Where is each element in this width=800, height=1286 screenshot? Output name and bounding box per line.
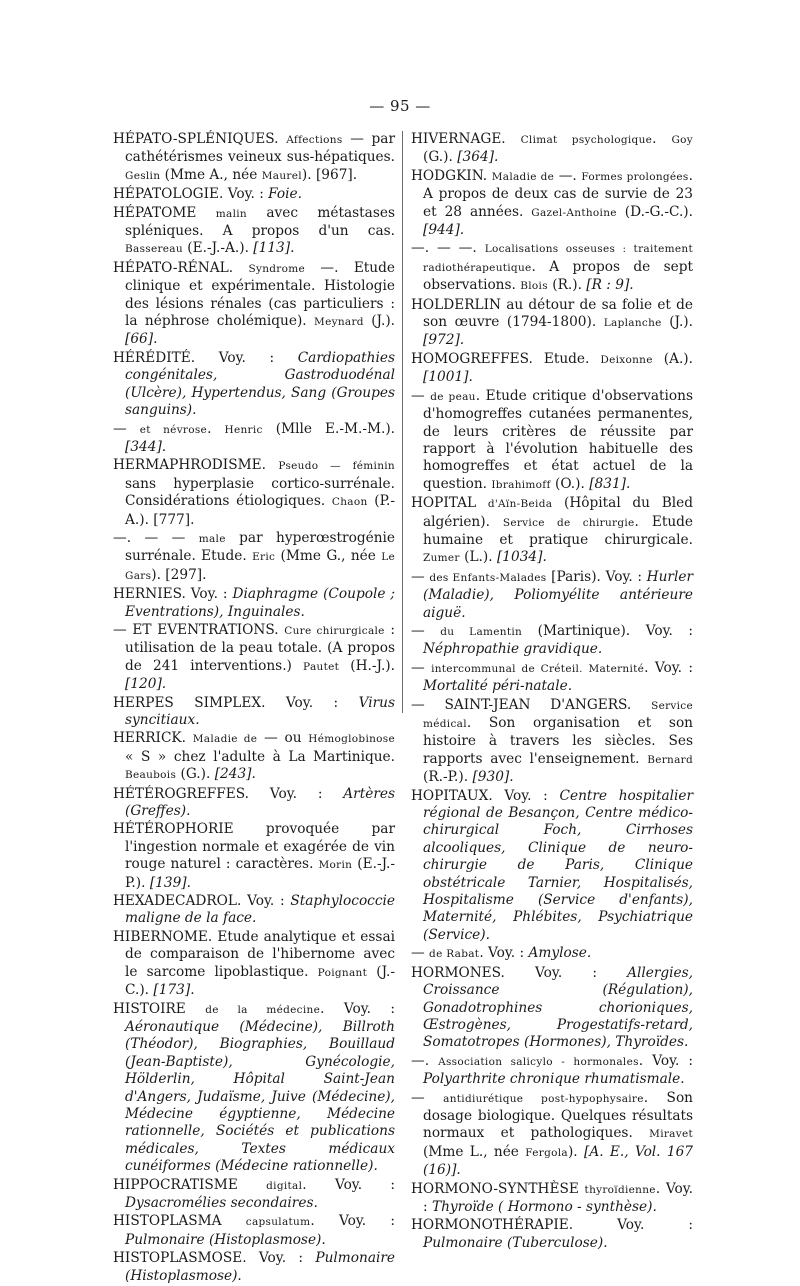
- entry-text: HÉPATO-RÉNAL.: [113, 259, 249, 276]
- entry-reference: [243].: [214, 766, 256, 783]
- entry-smallcaps: Service de chirurgie: [502, 516, 635, 529]
- index-entry: [113, 730, 395, 784]
- entry-text: (E.-J.-P.).: [125, 856, 395, 891]
- entry-text: (P.-A.). [777].: [125, 493, 396, 528]
- entry-reference: [R : 9].: [586, 277, 634, 294]
- entry-reference: Diaphragme (Coupole ; Eventrations), Inguinales.: [125, 586, 395, 620]
- entry-text: HODGKIN.: [411, 167, 492, 184]
- index-entry: [411, 297, 693, 350]
- entry-smallcaps: male: [198, 532, 226, 545]
- entry-text: HÉTÉROPHORIE provoquée par l'ingestion normale et exagérée de vin rouge naturel : caractères.: [113, 821, 395, 873]
- entry-text: HISTOIRE: [113, 1000, 206, 1017]
- entry-reference: Pulmonaire (Histoplasmose).: [125, 1231, 326, 1248]
- entry-smallcaps: capsulatum: [245, 1216, 311, 1229]
- entry-text: —. — —.: [411, 240, 485, 257]
- entry-reference: [A. E., Vol. 167 (16)].: [423, 1143, 693, 1179]
- index-entry: [411, 623, 693, 659]
- entry-reference: [120].: [125, 676, 167, 693]
- entry-text: HISTOPLASMA: [113, 1213, 246, 1230]
- entry-text: HÉPATOLOGIE. Voy. :: [113, 186, 269, 203]
- entry-smallcaps: Maladie de: [491, 170, 555, 183]
- entry-text: —: [411, 568, 430, 585]
- entry-text: (Mme L., née: [423, 1143, 526, 1160]
- entry-smallcaps: Cure chirurgicale: [284, 624, 385, 637]
- entry-reference: [113].: [253, 240, 295, 257]
- entry-smallcaps: Henric: [224, 423, 263, 436]
- entry-smallcaps: d'Aïn-Beida: [487, 498, 553, 511]
- entry-smallcaps: Hémoglobinose: [308, 733, 395, 746]
- entry-text: (Hôpital du Bled algérien).: [423, 495, 693, 530]
- entry-smallcaps: Pautet: [303, 660, 340, 673]
- entry-text: HIVERNAGE.: [411, 131, 521, 147]
- entry-reference: Mortalité péri-natale.: [423, 678, 573, 695]
- entry-text: HERRICK.: [113, 730, 193, 747]
- entry-text: avec métastases spléniques. A propos d'un cas.: [125, 204, 395, 240]
- entry-reference: Allergies, Croissance (Régulation), Gonadotrophines chorioniques, Œstrogènes, Progestatifs-retard, Somatotropes (Hormones), Thyroïdes.: [423, 964, 693, 1051]
- entry-smallcaps: Deixonne: [600, 353, 653, 366]
- entry-smallcaps: Miravet: [649, 1128, 693, 1141]
- entry-text: .: [652, 131, 672, 147]
- index-entry: [113, 205, 395, 259]
- entry-smallcaps: Fergola: [525, 1146, 568, 1159]
- entry-text: ).: [567, 1143, 584, 1160]
- entry-smallcaps: Gazel-Anthoine: [531, 206, 617, 219]
- entry-smallcaps: Syndrome: [248, 262, 306, 275]
- entry-smallcaps: Ibrahimoff: [491, 478, 551, 491]
- entry-text: —: [113, 420, 140, 437]
- entry-text: —. Etude clinique et expérimentale. Histologie des lésions rénales (cas particuliers : la néphrose cholémique).: [125, 259, 395, 330]
- index-entry: [411, 945, 693, 963]
- entry-text: —. — —: [113, 529, 199, 546]
- entry-text: (J.-C.).: [125, 963, 396, 999]
- entry-smallcaps: Poignant: [317, 966, 368, 979]
- index-entry: [113, 1001, 395, 1176]
- entry-text: HERPES SIMPLEX. Voy. :: [113, 694, 359, 711]
- entry-reference: Hurler (Maladie), Poliomyélite antérieure aiguë.: [423, 568, 693, 621]
- entry-text: [Paris). Voy. :: [546, 568, 647, 585]
- entry-text: . Voy. :: [644, 659, 693, 676]
- entry-reference: Centre hospitalier régional de Besançon, Centre médico-chirurgical Foch, Cirrhoses alcooliques, Clinique de neuro-chirurgie de Paris, Clinique obstétricale Tarnier, Hospitalisés, Hospitalisme (Service d'enfants), Maternité, Phlébites, Psychiatrique (Service).: [423, 787, 694, 943]
- index-entry: [113, 260, 395, 349]
- index-entry: [411, 495, 693, 568]
- entry-smallcaps: Meynard: [314, 316, 364, 329]
- entry-text: HISTOPLASMOSE. Voy. :: [113, 1250, 316, 1267]
- entry-smallcaps: Bassereau: [125, 243, 183, 256]
- entry-reference: Cardiopathies congénitales, Gastroduodénal (Ulcère), Hypertendus, Sang (Groupes sanguins).: [125, 349, 395, 419]
- entry-text: HORMONOTHÉRAPIE. Voy. :: [411, 1217, 693, 1234]
- entry-reference: [344].: [125, 438, 167, 455]
- entry-reference: Staphylococcie maligne de la face.: [125, 893, 395, 927]
- entry-text: — par cathétérismes veineux sus-hépatiques.: [125, 131, 396, 166]
- index-entry: [113, 350, 395, 420]
- index-entry: [113, 1177, 395, 1213]
- entry-text: HORMONES. Voy. :: [411, 964, 628, 981]
- entry-reference: [139].: [149, 874, 191, 891]
- entry-text: (L.).: [459, 549, 497, 566]
- index-entry: [113, 586, 395, 621]
- entry-smallcaps: Service médical: [423, 699, 693, 730]
- entry-smallcaps: et névrose: [139, 423, 208, 436]
- entry-reference: Aéronautique (Médecine), Billroth (Théodor), Biographies, Bouillaud (Jean-Baptiste), Gynécologie, Hölderlin, Hôpital Saint-Jean d'Angers, Judaïsme, Juive (Médecine), Médecine égyptienne, Médecine rationnelle, Sociétés et publications médicales, Textes médicaux cunéiformes (Médecine rationnelle).: [125, 1018, 395, 1175]
- entry-text: (J.).: [661, 314, 693, 331]
- entry-text: HEXADECADROL. Voy. :: [113, 893, 291, 910]
- entry-text: (G.).: [176, 766, 215, 783]
- entry-text: —: [411, 945, 430, 962]
- entry-text: . Voy. :: [638, 1052, 694, 1069]
- entry-reference: Pulmonaire (Histoplasmose).: [125, 1250, 395, 1284]
- entry-text: . Son organisation et son histoire à travers les siècles. Ses rapports avec l'enseignement.: [423, 715, 693, 767]
- index-entry: [411, 788, 693, 945]
- entry-smallcaps: des Enfants-Malades: [429, 571, 547, 584]
- entry-text: par hyperœstrogénie surrénale. Etude.: [125, 529, 395, 565]
- entry-reference: [944].: [423, 222, 465, 239]
- entry-reference: Virus syncitiaux.: [125, 694, 395, 728]
- entry-text: —: [411, 1089, 444, 1106]
- entry-smallcaps: Chaon: [331, 496, 368, 509]
- index-entry: [113, 786, 395, 821]
- entry-smallcaps: de peau: [430, 390, 476, 403]
- entry-text: HERMAPHRODISME.: [113, 457, 279, 474]
- entry-smallcaps: Geslin: [125, 169, 161, 182]
- entry-smallcaps: digital: [266, 1179, 303, 1192]
- entry-text: sans hyperplasie cortico-surrénale. Considérations étiologiques.: [125, 475, 395, 510]
- entry-smallcaps: Beaubois: [125, 769, 177, 782]
- entry-text: HERNIES. Voy. :: [113, 586, 233, 603]
- entry-text: —: [411, 659, 432, 676]
- entry-reference: [1001].: [423, 369, 473, 386]
- entry-reference: [364].: [457, 149, 499, 166]
- index-entry: [113, 893, 395, 928]
- entry-text: (O.).: [550, 475, 590, 492]
- left-column: [113, 131, 395, 1286]
- entry-text: HOLDERLIN au détour de sa folie et de son œuvre (1794-1800).: [411, 296, 693, 331]
- index-entry: [411, 660, 693, 696]
- entry-text: . Etude critique d'observations d'homogreffes cutanées permanentes, de leurs critères de réussite par rapport à l'évolution habituelle des homogreffes et état actuel de la question.: [423, 387, 693, 492]
- index-entry: [113, 1213, 395, 1249]
- entry-text: HÉRÉDITÉ. Voy. :: [113, 349, 298, 366]
- entry-reference: Dysacromélies secondaires.: [125, 1194, 318, 1211]
- index-entry: [113, 1250, 395, 1285]
- index-entry: [113, 131, 395, 185]
- entry-smallcaps: Maurel: [261, 169, 302, 182]
- entry-text: « S » chez l'adulte à La Martinique.: [125, 748, 395, 765]
- entry-text: (R.-P.).: [423, 769, 473, 786]
- index-entry: [411, 1217, 693, 1252]
- entry-text: — ou: [257, 730, 309, 747]
- right-column: [411, 131, 693, 1253]
- entry-smallcaps: thyroïdienne: [584, 1183, 656, 1196]
- entry-text: .: [207, 420, 225, 437]
- index-entry: [411, 965, 693, 1052]
- entry-reference: Pulmonaire (Tuberculose).: [423, 1234, 608, 1251]
- entry-text: —.: [554, 167, 582, 184]
- entry-smallcaps: de Rabat: [429, 948, 480, 961]
- entry-text: HIBERNOME. Etude analytique et essai de comparaison de l'hibernome avec le sarcome lipoblastique.: [113, 928, 395, 980]
- entry-smallcaps: malin: [215, 207, 247, 220]
- entry-smallcaps: Eric: [252, 551, 276, 564]
- entry-smallcaps: Goy: [671, 134, 693, 146]
- entry-reference: Artères (Greffes).: [125, 785, 395, 820]
- entry-text: (G.).: [423, 149, 458, 166]
- index-entry: [411, 168, 693, 240]
- entry-smallcaps: Bernard: [647, 753, 693, 766]
- entry-reference: Polyarthrite chronique rhumatismale.: [423, 1071, 685, 1088]
- entry-smallcaps: intercommunal de Créteil. Maternité: [431, 662, 645, 675]
- entry-text: HOPITAL: [411, 495, 488, 512]
- index-entry: [411, 240, 693, 295]
- entry-smallcaps: Morin: [318, 859, 353, 872]
- entry-text: (Martinique). Voy. :: [522, 622, 693, 639]
- entry-smallcaps: Laplanche: [603, 317, 662, 330]
- entry-smallcaps: Formes prolongées: [581, 170, 689, 183]
- entry-text: (Mlle E.-M.-M.).: [262, 420, 396, 437]
- index-entry: [411, 388, 693, 494]
- entry-smallcaps: Pseudo — féminin: [278, 460, 395, 473]
- entry-text: . A propos de sept observations.: [423, 258, 693, 294]
- entry-reference: [930].: [472, 769, 514, 786]
- entry-reference: Foie.: [268, 186, 302, 203]
- entry-reference: [66].: [125, 331, 158, 348]
- entry-smallcaps: Le Gars: [125, 551, 395, 582]
- index-entry: [411, 1090, 693, 1180]
- entry-smallcaps: de la médecine: [205, 1003, 321, 1016]
- entry-text: —.: [411, 1052, 439, 1069]
- entry-smallcaps: Affections: [286, 134, 343, 146]
- index-entry: [113, 530, 395, 585]
- entry-smallcaps: antidiurétique post-hypophysaire: [443, 1092, 644, 1105]
- entry-text: (D.-G.-C.).: [616, 203, 693, 220]
- entry-reference: Thyroïde ( Hormono - synthèse).: [431, 1198, 657, 1215]
- entry-text: HÉTÉROGREFFES. Voy. :: [113, 785, 344, 802]
- entry-smallcaps: du Lamentin: [440, 625, 523, 638]
- entry-reference: Néphropathie gravidique.: [423, 641, 603, 658]
- entry-text: — SAINT-JEAN D'ANGERS.: [411, 696, 652, 713]
- index-entry: [113, 821, 395, 892]
- entry-text: . Voy. :: [310, 1213, 395, 1230]
- entry-text: (H.-J.).: [339, 657, 395, 674]
- entry-text: HÉPATO-SPLÉNIQUES.: [113, 131, 287, 147]
- index-entry: [411, 569, 693, 622]
- entry-reference: [972].: [423, 332, 465, 349]
- entry-text: . Voy. :: [302, 1176, 396, 1193]
- entry-text: (J.).: [363, 313, 396, 330]
- entry-text: (A.).: [652, 350, 693, 367]
- entry-text: (E.-J.-A.).: [182, 240, 254, 257]
- entry-text: ). [297].: [151, 566, 207, 583]
- entry-text: . A propos de deux cas de survie de 23 et 28 années.: [423, 167, 693, 220]
- entry-text: : utilisation de la peau totale. (A propos de 241 interventions.): [125, 621, 395, 674]
- entry-text: . Voy. :: [479, 945, 529, 962]
- entry-reference: Amylose.: [528, 945, 592, 962]
- column-divider: [402, 131, 403, 713]
- entry-text: . Voy. :: [320, 1000, 395, 1017]
- entry-text: HORMONO-SYNTHÈSE: [411, 1180, 585, 1197]
- entry-text: . Voy. :: [423, 1180, 693, 1215]
- entry-text: — ET EVENTRATIONS.: [113, 621, 285, 638]
- index-entry: [411, 697, 693, 787]
- entry-text: —: [411, 387, 431, 404]
- entry-text: . Etude humaine et pratique chirurgicale.: [423, 513, 693, 548]
- entry-text: ). [967].: [301, 166, 358, 183]
- entry-text: (R.).: [547, 277, 587, 294]
- index-entry: [113, 695, 395, 730]
- index-entry: [113, 929, 395, 1000]
- entry-text: HOPITAUX. Voy. :: [411, 787, 560, 804]
- entry-reference: [1034].: [496, 549, 547, 566]
- entry-smallcaps: Localisations osseuses : traitement radiothérapeutique: [423, 243, 693, 274]
- index-entry: [113, 457, 395, 529]
- entry-smallcaps: Climat psychologique: [520, 134, 653, 146]
- index-entry: [411, 1053, 693, 1089]
- index-entry: [411, 351, 693, 387]
- entry-text: HOMOGREFFES. Etude.: [411, 350, 601, 367]
- entry-smallcaps: Association salicylo - hormonales: [438, 1055, 639, 1068]
- entry-smallcaps: Maladie de: [192, 733, 258, 746]
- entry-smallcaps: Zumer: [423, 552, 460, 565]
- entry-text: HIPPOCRATISME: [113, 1176, 267, 1193]
- index-entry: [411, 131, 693, 167]
- index-entry: [113, 421, 395, 457]
- page-number: — 95 —: [369, 97, 431, 115]
- index-entry: [113, 622, 395, 694]
- entry-text: (Mme G., née: [275, 548, 382, 565]
- entry-smallcaps: Blois: [520, 280, 548, 293]
- entry-reference: [173].: [153, 982, 195, 999]
- index-entry: [113, 186, 395, 203]
- entry-reference: [831].: [589, 475, 631, 492]
- entry-text: . Son dosage biologique. Quelques résultats normaux et pathologiques.: [423, 1089, 693, 1142]
- entry-text: HÉPATOME: [113, 204, 216, 221]
- entry-text: (Mme A., née: [160, 166, 262, 183]
- entry-text: —: [411, 622, 441, 639]
- index-entry: [411, 1181, 693, 1217]
